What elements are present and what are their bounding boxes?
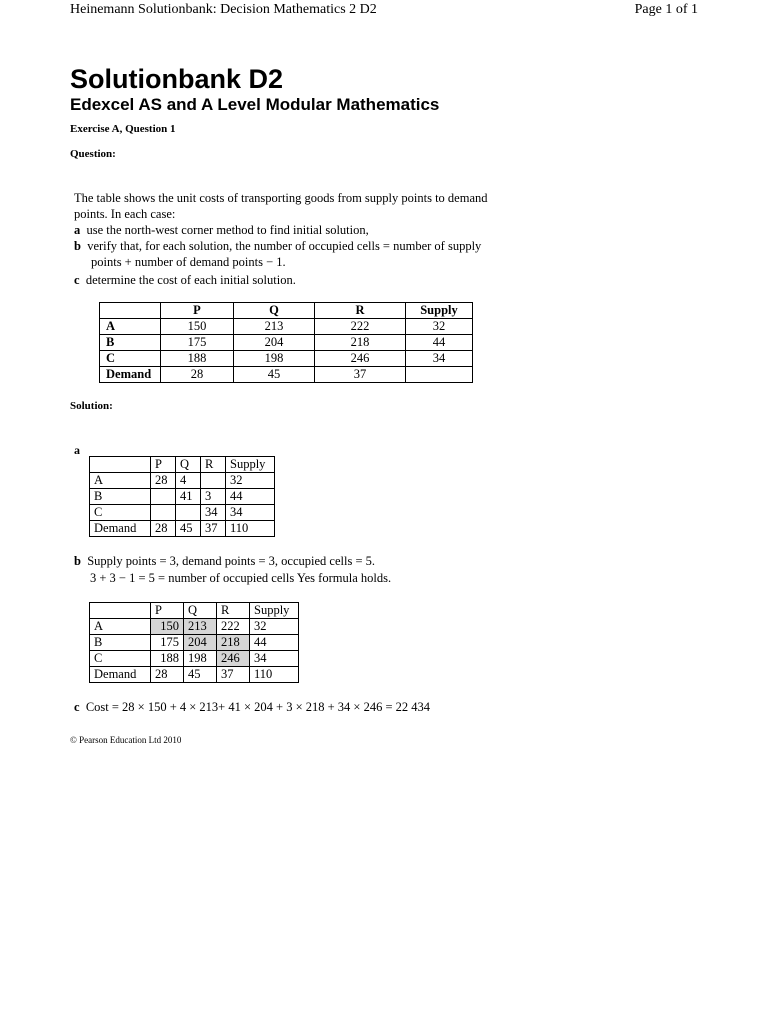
part-letter: b	[74, 239, 81, 253]
cost-table	[99, 302, 473, 383]
page-title: Solutionbank D2	[70, 64, 284, 94]
table-cell	[90, 457, 151, 473]
table-cell: Demand	[100, 367, 161, 383]
table-row	[90, 619, 299, 635]
question-intro-2: points. In each case:	[74, 207, 176, 221]
part-b-line-2: 3 + 3 − 1 = 5 = number of occupied cells Yes formula holds.	[90, 571, 392, 585]
part-text: verify that, for each solution, the number of occupied cells = number of supply	[87, 239, 482, 253]
table-cell: 3	[201, 489, 226, 505]
table-cell: A	[100, 319, 161, 335]
question-part-a	[74, 222, 554, 238]
table-cell: B	[90, 489, 151, 505]
table-cell: 34	[201, 505, 226, 521]
table-cell: R	[315, 303, 406, 319]
table-cell: 150	[161, 319, 234, 335]
table-row	[90, 521, 275, 537]
table-cell: Q	[234, 303, 315, 319]
table-cell: Supply	[250, 603, 299, 619]
table-cell: Supply	[406, 303, 473, 319]
question-part-b	[74, 238, 554, 254]
occupied-cell: 150	[151, 619, 184, 635]
table-header-row	[90, 603, 299, 619]
part-a-letter: a	[74, 443, 80, 457]
table-cell: 188	[151, 651, 184, 667]
table-cell: 34	[226, 505, 275, 521]
question-intro-1: The table shows the unit costs of transporting goods from supply points to demand	[74, 191, 488, 205]
part-text: Supply points = 3, demand points = 3, occupied cells = 5.	[87, 554, 375, 568]
table-cell: P	[151, 603, 184, 619]
part-letter: c	[74, 700, 80, 714]
nw-corner-table	[89, 456, 275, 537]
table-row	[90, 635, 299, 651]
table-cell: 44	[406, 335, 473, 351]
table-row	[100, 335, 473, 351]
table-cell	[151, 505, 176, 521]
table-cell: A	[90, 473, 151, 489]
part-text: determine the cost of each initial solution.	[85, 273, 296, 287]
table-cell: 28	[161, 367, 234, 383]
table-row	[90, 667, 299, 683]
part-c-text	[74, 700, 430, 715]
table-cell	[90, 603, 151, 619]
page-header	[70, 0, 698, 22]
table-row	[100, 367, 473, 383]
table-cell: 198	[184, 651, 217, 667]
table-cell: 32	[226, 473, 275, 489]
header-title: Heinemann Solutionbank: Decision Mathematics 2 D2	[70, 2, 377, 17]
page-subtitle: Edexcel AS and A Level Modular Mathematics	[70, 95, 440, 114]
part-letter: c	[74, 273, 80, 287]
table-cell: 37	[201, 521, 226, 537]
table-cell: 41	[176, 489, 201, 505]
table-cell: C	[90, 651, 151, 667]
table-header-row	[100, 303, 473, 319]
table-cell: 45	[176, 521, 201, 537]
table-cell: P	[161, 303, 234, 319]
exercise-label: Exercise A, Question 1	[70, 123, 176, 135]
table-cell: 37	[315, 367, 406, 383]
table-cell	[406, 367, 473, 383]
table-cell: 37	[217, 667, 250, 683]
solution-label: Solution:	[70, 400, 113, 412]
table-cell: 28	[151, 667, 184, 683]
copyright-notice: © Pearson Education Ltd 2010	[70, 735, 182, 745]
occupied-cell: 246	[217, 651, 250, 667]
table-row	[90, 505, 275, 521]
table-cell: 45	[184, 667, 217, 683]
table-cell: 246	[315, 351, 406, 367]
question-label: Question:	[70, 148, 116, 160]
table-cell: 175	[161, 335, 234, 351]
table-cell: 44	[226, 489, 275, 505]
occupied-cells-table	[89, 602, 299, 683]
table-row	[100, 319, 473, 335]
question-text	[74, 190, 554, 288]
page-number: Page 1 of 1	[634, 2, 698, 17]
table-cell: Q	[176, 457, 201, 473]
occupied-cell: 218	[217, 635, 250, 651]
table-cell: R	[217, 603, 250, 619]
table-cell: 222	[315, 319, 406, 335]
table-cell: 32	[406, 319, 473, 335]
table-cell: 4	[176, 473, 201, 489]
table-cell: 34	[406, 351, 473, 367]
table-cell: Q	[184, 603, 217, 619]
table-row	[100, 351, 473, 367]
table-cell: 188	[161, 351, 234, 367]
table-cell: A	[90, 619, 151, 635]
table-cell: 213	[234, 319, 315, 335]
part-b-line-1	[74, 553, 391, 570]
table-row	[90, 489, 275, 505]
part-letter: b	[74, 554, 81, 568]
table-row	[90, 473, 275, 489]
table-cell: 198	[234, 351, 315, 367]
table-cell: B	[90, 635, 151, 651]
table-cell: 34	[250, 651, 299, 667]
table-cell	[176, 505, 201, 521]
part-letter: a	[74, 223, 81, 237]
table-cell: 204	[234, 335, 315, 351]
occupied-cell: 213	[184, 619, 217, 635]
table-cell: Supply	[226, 457, 275, 473]
table-cell: 44	[250, 635, 299, 651]
table-cell: 32	[250, 619, 299, 635]
table-cell: P	[151, 457, 176, 473]
table-cell	[151, 489, 176, 505]
table-cell: Demand	[90, 667, 151, 683]
table-cell: Demand	[90, 521, 151, 537]
table-cell: 175	[151, 635, 184, 651]
table-cell: 110	[250, 667, 299, 683]
table-cell: B	[100, 335, 161, 351]
question-part-b-cont: points + number of demand points − 1.	[91, 255, 286, 269]
table-cell: 28	[151, 521, 176, 537]
table-cell: 222	[217, 619, 250, 635]
table-cell: 45	[234, 367, 315, 383]
occupied-cell: 204	[184, 635, 217, 651]
table-cell: C	[90, 505, 151, 521]
table-cell: C	[100, 351, 161, 367]
table-cell: R	[201, 457, 226, 473]
table-cell	[100, 303, 161, 319]
table-cell: 218	[315, 335, 406, 351]
cost-equation: Cost = 28 × 150 + 4 × 213+ 41 × 204 + 3 × 218 + 34 × 246 = 22 434	[85, 700, 431, 714]
table-header-row	[90, 457, 275, 473]
table-cell: 28	[151, 473, 176, 489]
table-cell	[201, 473, 226, 489]
table-cell: 110	[226, 521, 275, 537]
question-part-c	[74, 272, 554, 288]
part-text: use the north-west corner method to find initial solution,	[86, 223, 369, 237]
table-row	[90, 651, 299, 667]
part-b-text	[74, 553, 391, 587]
